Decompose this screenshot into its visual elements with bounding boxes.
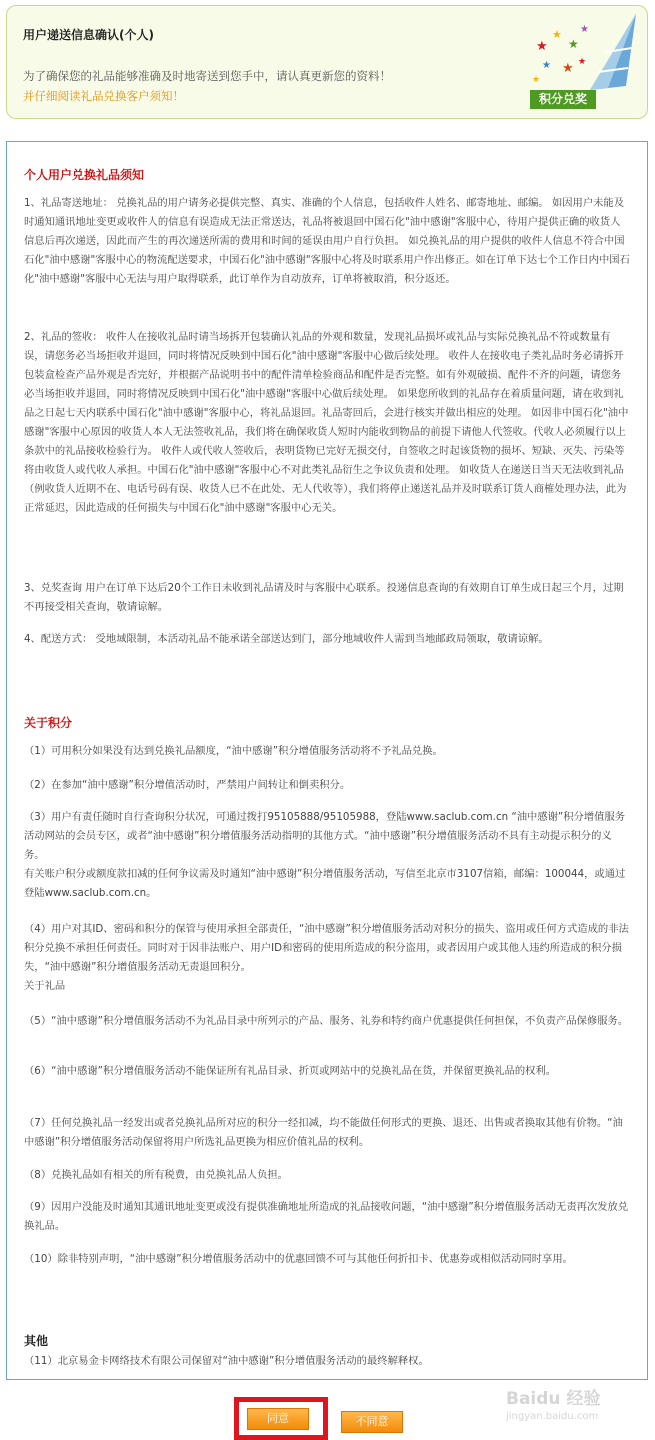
disagree-button[interactable]: 不同意 [341, 1411, 403, 1433]
svg-text:★: ★ [542, 60, 551, 71]
watermark-main: Baidu 经验 [506, 1389, 601, 1409]
party-hat-icon [528, 10, 640, 94]
notice-item-3: 3、兑奖查询 用户在订单下达后20个工作日未收到礼品请及时与客服中心联系。投递信息查询的有效期自订单生成日起三个月，过期不再接受相关查询，敬请谅解。 [24, 582, 624, 613]
points-item-2: （2）在参加“油中感谢”积分增值活动时，严禁用户间转让和倒卖积分。 [24, 779, 351, 791]
points-item-5: （5）“油中感谢”积分增值服务活动不为礼品目录中所列示的产品、服务、礼券和特约商户优惠提供任何担保，不负责产品保修服务。 [24, 1015, 629, 1027]
points-title: 关于积分 [24, 716, 73, 730]
notice-item-2: 2、礼品的签收： 收件人在接收礼品时请当场拆开包装确认礼品的外观和数量，发现礼品损坏或礼品与实际兑换礼品不符或数量有误，请您务必当场拒收并退回，同时将情况反映到中国石化"油中感谢"客服中心做后续处理。 收件人在接收电子类礼品时务必请拆开包装盒检查产品外观是否完好，并根据产品说明书中的配件清单检验商品和配件是否完整。如有外观破损、配件不齐的问题，请您务必当场拒收并退回，同时将情况反映到中国石化"油中感谢"客服中心做后续处理。 如果您所收到的礼品存在着质量问题，请在收到礼品之日起七天内联系中国石化"油中感谢"客服中心，将礼品退回。礼品寄回后，会进行核实并做出相应的处理。 如因非中国石化"油中感谢"客服中心原因的收货人本人无法签收礼品，我们将在确保收货人短时内能收到物品的前提下请他人代签收。代收人必须履行以上条款中的礼品接收检验行为。 收件人或代收人签收后，表明货物已完好无损交付，自签收之时起该货物的损坏、短缺、灭失、污染等将由收货人或代收人承担。中国石化"油中感谢"客服中心不对此类礼品衍生之争议负责和处理。 如收货人在递送日当天无法收到礼品（例收货人近期不在、电话号码有误、收货人已不在此处、无人代收等），我们将停止递送礼品并及时联系订货人商榷处理办法，此为正常延迟，因此造成的任何损失与中国石化"油中感谢"客服中心无关。 [24, 331, 629, 514]
page-title: 用户递送信息确认(个人) [23, 28, 154, 42]
terms-panel [6, 141, 648, 1380]
notice-link[interactable]: 并仔细阅读礼品兑换客户须知！ [23, 89, 184, 103]
points-item-6: （6）“油中感谢”积分增值服务活动不能保证所有礼品目录、折页或网站中的兑换礼品在货，并保留更换礼品的权利。 [24, 1065, 557, 1077]
svg-text:★: ★ [562, 61, 574, 76]
other-title: 其他 [24, 1334, 49, 1348]
svg-text:★: ★ [532, 75, 541, 85]
points-item-9: （9）因用户没能及时通知其通讯地址变更或没有提供准确地址所造成的礼品接收问题，“油中感谢”积分增值服务活动无责再次发放兑换礼品。 [24, 1201, 629, 1232]
watermark [506, 1384, 646, 1434]
points-item-3: （3）用户有责任随时自行查询积分状况，可通过拨打95105888/95105988，登陆www.saclub.com.cn “油中感谢”积分增值服务活动网站的会员专区，或者“油中感谢”积分增值服务活动指明的其他方式。“油中感谢”积分增值服务活动不具有主动提示积分的义务。 有关账户积分或额度款扣减的任何争议需及时通知“油中感谢”积分增值服务活动，写信至北京市3107信箱，邮编：100044，或通过登陆www.saclub.com.cn。 [24, 811, 626, 899]
notice-item-4: 4、配送方式： 受地域限制，本活动礼品不能承诺全部送达到门，部分地域收件人需到当地邮政局领取，敬请谅解。 [24, 633, 549, 645]
svg-text:★: ★ [552, 28, 562, 41]
points-item-4: （4）用户对其ID、密码和积分的保管与使用承担全部责任，“油中感谢”积分增值服务活动对积分的损失、盗用或任何方式造成的非法积分兑换不承担任何责任。同时对于因非法账户、用户ID和密码的使用所造成的积分盗用，或者因用户或其他人违约所造成的积分损失，“油中感谢”积分增值服务活动无责退回积分。 关于礼品 [24, 923, 629, 992]
points-item-7: （7）任何兑换礼品一经发出或者兑换礼品所对应的积分一经扣减，均不能做任何形式的更换、退还、出售或者换取其他有价物。“油中感谢”积分增值服务活动保留将用户所选礼品更换为相应价值礼品的权利。 [24, 1117, 623, 1148]
svg-text:★: ★ [536, 39, 548, 54]
svg-text:★: ★ [578, 57, 587, 67]
other-item-11: （11）北京易金卡网络技术有限公司保留对“油中感谢”积分增值服务活动的最终解释权。 [24, 1355, 429, 1367]
header-note: 为了确保您的礼品能够准确及时地寄送到您手中，请认真更新您的资料！ [23, 69, 391, 83]
points-item-10: （10）除非特别声明，“油中感谢”积分增值服务活动中的优惠回馈不可与其他任何折扣卡、优惠券或相似活动同时享用。 [24, 1253, 573, 1265]
svg-text:★: ★ [580, 24, 589, 35]
points-badge [528, 10, 640, 114]
agree-button[interactable]: 同意 [247, 1408, 309, 1430]
notice-title: 个人用户兑换礼品须知 [24, 168, 145, 182]
svg-text:★: ★ [568, 37, 579, 51]
badge-text: 积分兑奖 [530, 90, 596, 109]
notice-item-1: 1、礼品寄送地址： 兑换礼品的用户请务必提供完整、真实、准确的个人信息，包括收件人姓名、邮寄地址、邮编。 如因用户未能及时通知通讯地址变更或收件人的信息有误造成无法正常送达，礼品将被退回中国石化"油中感谢"客服中心，待用户提供正确的收货人信息后再次递送，因此而产生的再次递送所需的费用和时间的延误由用户自行负担。 如兑换礼品的用户提供的收件人信息不符合中国石化"油中感谢"客服中心的物流配送要求，中国石化"油中感谢"客服中心将及时联系用户作出修正。如在订单下达七个工作日内中国石化"油中感谢"客服中心无法与用户取得联系，此订单作为自动放弃，订单将被取消，积分返还。 [24, 197, 630, 285]
points-item-1: （1）可用积分如果没有达到兑换礼品额度，“油中感谢”积分增值服务活动将不予礼品兑换。 [24, 745, 443, 757]
points-item-8: （8）兑换礼品如有相关的所有税费，由兑换礼品人负担。 [24, 1169, 288, 1181]
watermark-sub: jingyan.baidu.com [506, 1411, 599, 1422]
